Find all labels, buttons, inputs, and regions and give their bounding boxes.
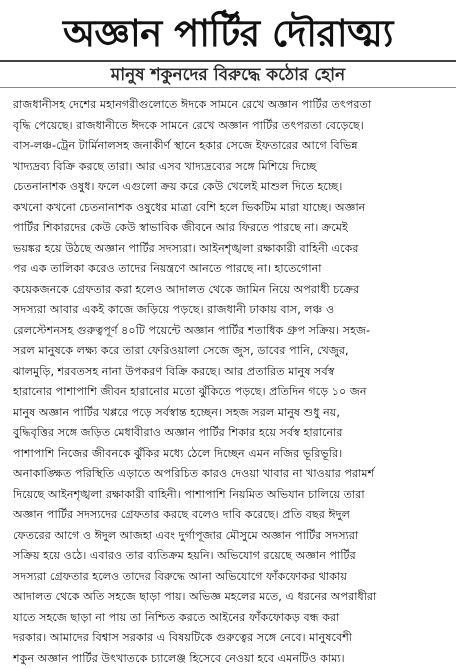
body-line: দরকার। আমাদের বিশ্বাস সরকার এ বিষয়টিকে গুরুত্বের সঙ্গে নেবে। মানুষবেশী: [13, 628, 449, 649]
headline-divider: [0, 60, 456, 62]
body-line: মানুষ অজ্ঞান পার্টির খপ্পরে পড়ে সর্বস্বান্ত হচ্ছেন। সহজ সরল মানুষ শুধু নয়,: [13, 403, 449, 424]
body-line: সক্রিয় হয়ে ওঠে। এবারও তার ব্যতিক্রম হয়নি। অভিযোগ রয়েছে অজ্ঞান পার্টির: [13, 546, 449, 567]
body-line: রেলস্টেশনসহ গুরুত্বপূর্ণ ৪০টি পয়েন্টে অজ্ঞান পার্টির শতাধিক গ্রুপ সক্রিয়। সহজ-: [13, 321, 449, 342]
body-line: বৃদ্ধি পেয়েছে। রাজধানীতে ঈদকে সামনে রেখে অজ্ঞান পার্টির তৎপরতা বেড়েছে।: [13, 116, 449, 137]
subheadline: মানুষ শকুনদের বিরুদ্ধে কঠোর হোন: [0, 64, 456, 86]
body-line: সরল মানুষকে লক্ষ্য করে তারা ফেরিওয়ালা সেজে জুস, ডাবের পানি, খেজুর,: [13, 341, 449, 362]
body-line: ফেতরের আগে ও ঈদুল আজহা এবং দুর্গাপূজার মৌসুমে অজ্ঞান পার্টির সদস্যরা: [13, 526, 449, 547]
body-line: পার্টির শিকারদের কেউ কেউ স্বাভাবিক জীবনে আর ফিরতে পারছে না। ক্রমেই: [13, 218, 449, 239]
body-line: ভয়ঙ্কর হয়ে উঠছে অজ্ঞান পার্টির সদস্যরা। আইনশৃঙ্খলা রক্ষাকারী বাহিনী একের: [13, 239, 449, 260]
body-line: অজ্ঞান পার্টির সদস্যদের গ্রেফতার করছে বলেও দাবি করেছে। প্রতি বছর ঈদুল: [13, 505, 449, 526]
headline: অজ্ঞান পার্টির দৌরাত্ম্য: [0, 12, 456, 56]
body-line: রাজধানীসহ দেশের মহানগরীগুলোতে ঈদকে সামনে রেখে অজ্ঞান পার্টির তৎপরতা: [13, 95, 449, 116]
body-line: ঝালমুড়ি, শরবতসহ নানা উপকরণ বিক্রি করছে। আর প্রতারিত মানুষ সর্বস্ব: [13, 362, 449, 383]
body-line: পর এক তালিকা করেও তাদের নিয়ন্ত্রণে আনতে পারছে না। হাতেগোনা: [13, 259, 449, 280]
body-line: পাশাপাশি নিজের জীবনকে ঝুঁকির মধ্যে ঠেলে দিচ্ছেন এমন নজির ভূরিভূরি।: [13, 444, 449, 465]
body-line: সদস্যরা গ্রেফতার হলেও তাদের বিরুদ্ধে আনা অভিযোগে ফাঁকফোকর থাকায়: [13, 567, 449, 588]
body-line: কয়েকজনকে গ্রেফতার করা হলেও আদালত থেকে জামিন নিয়ে অপরাধী চক্রের: [13, 280, 449, 301]
article-body: [13, 95, 449, 669]
body-line: অনাকাঙ্ক্ষিত পরিস্থিতি এড়াতে অপরিচিত কারও দেওয়া খাবার না খাওয়ার পরামর্শ: [13, 464, 449, 485]
body-line: আদালত থেকে অতি সহজে ছাড়া পায়। অভিজ্ঞ মহলের মতে, এ ধরনের অপরাধীরা: [13, 587, 449, 608]
subheadline-divider: [0, 87, 456, 88]
body-line: বুদ্ধিবৃত্তির সঙ্গে জড়িত মেধাবীরাও অজ্ঞান পার্টির শিকার হয়ে সর্বস্ব হারানোর: [13, 423, 449, 444]
body-line: শকুন অজ্ঞান পার্টির উৎখাতকে চ্যালেঞ্জ হিসেবে নেওয়া হবে এমনটিও কাম্য।: [13, 649, 449, 669]
body-line: খাদ্যদ্রব্য বিক্রি করছে তারা। আর এসব খাদ্যদ্রব্যের সঙ্গে মিশিয়ে দিচ্ছে: [13, 157, 449, 178]
body-line: সদস্যরা আবার একই কাজে জড়িয়ে পড়ছে। রাজধানী ঢাকায় বাস, লঞ্চ ও: [13, 300, 449, 321]
body-line: বাস-লঞ্চ-ট্রেন টার্মিনালসহ জনাকীর্ণ স্থানে হকার সেজে ইফতারের আগে বিভিন্ন: [13, 136, 449, 157]
body-line: দিয়েছে আইনশৃঙ্খলা রক্ষাকারী বাহিনী। পাশাপাশি নিয়মিত অভিযান চালিয়ে তারা: [13, 485, 449, 506]
body-line: চেতনানাশক ওষুধ। ফলে এগুলো ক্রয় করে কেউ খেলেই মাশুল দিতে হচ্ছে।: [13, 177, 449, 198]
body-line: হারানোর পাশাপাশি জীবন হারানোর মতো ঝুঁকিতে পড়ছে। প্রতিদিন গড়ে ১০ জন: [13, 382, 449, 403]
body-line: কখনো কখনো চেতনানাশক ওষুধের মাত্রা বেশি হলে ভিকটিম মারা যাচ্ছে। অজ্ঞান: [13, 198, 449, 219]
body-line: যাতে সহজে ছাড়া না পায় তা নিশ্চিত করতে আইনের ফাঁকফোকড় বন্ধ করা: [13, 608, 449, 629]
